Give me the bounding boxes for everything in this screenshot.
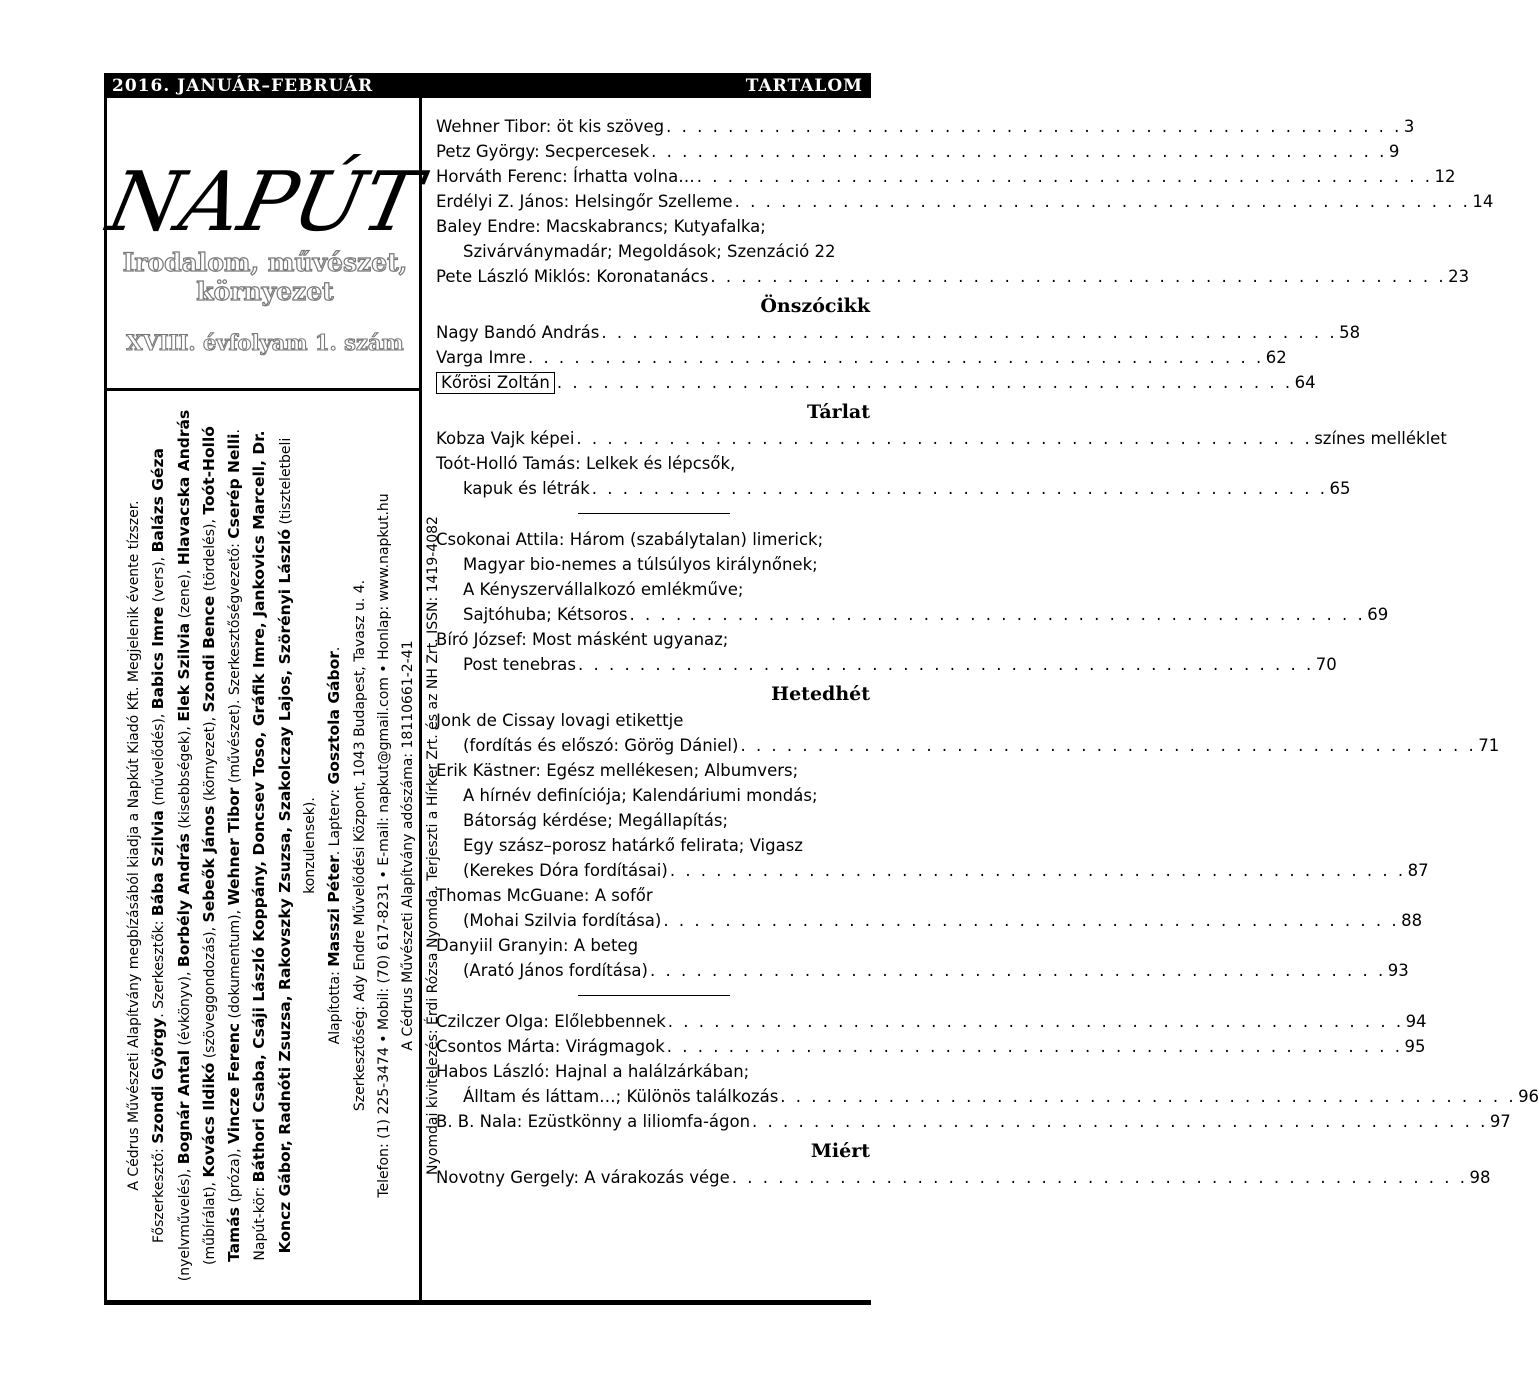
toc-page-number: 64 [1294,373,1316,392]
colophon-contact: Telefon: (1) 225-3474 • Mobil: (70) 617-8231 • E-mail: napkut@gmail.com • Honlap: www.napkut.hu [375,493,392,1198]
editor-name: Bába Szilvia [149,810,168,917]
toc-entry-title: (Arató János fordítása) [463,961,648,980]
toc-entry[interactable] [436,627,872,652]
toc-leader-dots [710,264,1446,289]
toc-entry[interactable] [436,602,1389,627]
toc-page-number: 69 [1367,605,1389,624]
toc-section-heading: Önszócikk [760,295,870,317]
editor-role: (művelődés), [151,709,168,811]
toc-entry-title: Toót-Holló Tamás: Lelkek és lépcsők, [436,454,736,473]
toc-page-number: 70 [1315,655,1337,674]
colophon-office: Szerkesztőség: Ady Endre Művelődési Központ, 1043 Budapest, Tavasz u. 4. [351,579,368,1112]
toc-page-number: 14 [1472,192,1494,211]
toc-entry-title: Horváth Ferenc: Írhatta volna… [436,167,695,186]
toc-entry-title: (Mohai Szilvia fordítása) [463,911,662,930]
toc-divider [578,513,730,514]
toc-entry-title: Kobza Vajk képei [436,429,575,448]
designer-label: . Lapterv: [327,784,344,856]
toc-entry[interactable] [436,833,872,858]
toc-entry-title: Habos László: Hajnal a halálzárkában; [436,1062,750,1081]
toc-entry[interactable] [436,139,1400,164]
toc-entry[interactable] [436,858,1429,883]
toc-entry-title: Thomas McGuane: A sofőr [436,886,653,905]
editor-name: Hlavacska András [174,409,193,566]
toc-page-number: 3 [1403,117,1415,136]
toc-page-number: 58 [1339,323,1361,342]
toc-page-number: 9 [1388,142,1400,161]
editor-name: Babics Imre [149,606,168,710]
toc-page-number: 23 [1448,267,1470,286]
toc-leader-dots [735,189,1471,214]
volume-issue: XVIII. évfolyam 1. szám [126,330,404,355]
toc-entry[interactable] [436,264,1470,289]
toc-entry-title: Erdélyi Z. János: Helsingőr Szelleme [436,192,733,211]
colophon [122,403,441,1288]
toc-leader-dots [651,139,1387,164]
toc-entry-title: Wehner Tibor: öt kis szöveg [436,117,665,136]
toc-entry-title: Szivárványmadár; Megoldások; Szenzáció 22 [463,242,836,261]
napút-logo [100,138,429,250]
editor-role: . [227,429,244,434]
toc-leader-dots [740,733,1476,758]
editor-role: . [151,1008,168,1018]
toc-leader-dots [666,114,1402,139]
toc-section-heading: Hetedhét [771,683,870,705]
toc-entry-title: A Kényszervállalkozó emlékműve; [463,580,744,599]
toc-entry-title: Varga Imre [436,348,526,367]
toc-leader-dots [557,370,1293,395]
toc-entry[interactable] [436,527,872,552]
editor-name: Szondi György [149,1017,168,1144]
toc-entry[interactable] [436,958,1409,983]
subtitle-line-2: környezet [196,277,334,306]
toc-entry-title: Erik Kästner: Egész mellékesen; Albumvers; [436,761,799,780]
toc-entry[interactable] [436,1009,1427,1034]
toc-leader-dots [629,602,1365,627]
toc-entry-title: kapuk és létrák [463,479,590,498]
toc-page-number: 98 [1469,1168,1491,1187]
toc-entry[interactable] [436,1084,1539,1109]
editor-role: (környezet), [201,712,218,806]
editor-name: Bognár Antal [174,1049,193,1165]
toc-entry-title: (fordítás és előszó: Görög Dániel) [463,736,739,755]
toc-entry[interactable] [436,1059,872,1084]
toc-entry[interactable] [436,114,1415,139]
toc-page-number: 93 [1387,961,1409,980]
toc-page-number: 12 [1434,167,1456,186]
editor-name: Vincze Ferenc [225,1022,244,1144]
toc-entry-title: A hírnév definíciója; Kalendáriumi mondás; [463,786,818,805]
toc-entry-title: Egy szász–porosz határkő felirata; Vigasz [463,836,803,855]
toc-entry-title: Csontos Márta: Virágmagok [436,1037,665,1056]
toc-section-heading: Miért [810,1140,870,1162]
circle-names: Báthori Csaba, Csáji László Koppány, Doncsev Toso, Gráfik Imre, Jankovics Marcell, Dr. Koncz Gábor, Radnóti Zsuzsa, Rakovszky Zsuzsa, Szakolczay Lajos, Szörényi László [250,430,294,1254]
colophon-founder [322,403,347,1288]
toc-page-number: 97 [1489,1112,1511,1131]
toc-leader-dots [601,320,1337,345]
toc-page-number: 62 [1265,348,1287,367]
toc-entry-title: Jonk de Cissay lovagi etikettje [436,711,684,730]
editor-name: Kovács Ildikó [199,1062,218,1178]
toc-entry-title: Baley Endre: Macskabrancs; Kutyafalka; [436,217,766,236]
toc-page-number: 87 [1407,861,1429,880]
circle-label: Napút-kör: [252,1182,269,1261]
editor-name: Borbély András [174,833,193,968]
toc-entry[interactable] [436,320,1361,345]
editor-role: (művészet). [227,695,244,788]
circle-note: (tiszteletbeli konzulensek). [277,437,319,894]
colophon-publisher: A Cédrus Művészeti Alapítvány megbízásából kiadja a Napkút Kiadó Kft. Megjelenik évente tízszer. [126,500,142,1191]
editor-name: Szondi Bence [199,595,218,713]
designer-name: Gosztola Gábor [325,651,344,785]
toc-entry[interactable] [436,908,1423,933]
masthead-divider [107,388,419,391]
editor-name: Sebeők János [199,805,218,923]
toc-leader-dots [650,958,1386,983]
toc-entry[interactable] [436,708,872,733]
toc-entry[interactable] [436,652,1337,677]
editor-label: Szerkesztőségvezető: [227,538,244,696]
editor-name: Wehner Tibor [225,787,244,906]
editor-role: (zene), [176,565,193,623]
editor-role: (vers), [151,552,168,607]
colophon-print: Nyomdai kivitelezés: Érdi Rózsa Nyomda. Terjeszti a Hírker Zrt. és az NH Zrt. ISSN: 1419-4082 [424,516,441,1175]
toc-entry[interactable] [436,552,872,577]
svg-text:NAPÚT: NAPÚT [100,153,429,250]
founder-name: Masszi Péter [325,855,344,967]
toc-entry[interactable] [436,164,1456,189]
toc-entry-title: Pete László Miklós: Koronatanács [436,267,709,286]
toc-leader-dots [576,426,1312,451]
toc-entry-title: Álltam és láttam…; Különös találkozás [463,1087,779,1106]
toc-entry-title: Petz György: Secpercesek [436,142,650,161]
editor-role: (évkönyv), [176,967,193,1050]
editor-label: Főszerkesztő: [151,1143,168,1244]
toc-entry[interactable] [436,577,872,602]
toc-page-number: 96 [1518,1087,1539,1106]
toc-entry-title: Bátorság kérdése; Megállapítás; [463,811,729,830]
masthead-column [100,98,441,1301]
toc-entry[interactable] [436,426,1447,451]
section-label: TARTALOM [745,76,863,96]
toc-leader-dots [668,1009,1404,1034]
subtitle-line-1: Irodalom, művészet, [122,248,408,277]
issue-date: 2016. JANUÁR–FEBRUÁR [112,76,374,96]
toc-leader-dots [663,908,1399,933]
magazine-subtitle [115,248,415,306]
colophon-text [122,403,445,1288]
toc-leader-dots [752,1109,1488,1134]
toc-entry[interactable] [436,883,872,908]
toc-entry[interactable] [436,345,1287,370]
toc-entry[interactable] [436,758,872,783]
toc-entry[interactable] [436,733,1500,758]
toc-entry-title: Novotny Gergely: A várakozás vége [436,1168,730,1187]
toc-entry-title: Sajtóhuba; Kétsoros [463,605,628,624]
toc-entry[interactable] [436,189,1494,214]
editor-name: Elek Szilvia [174,622,193,722]
toc-entry[interactable] [436,1109,1511,1134]
bottom-rule [104,1300,871,1305]
toc-page-number: 94 [1405,1012,1427,1031]
header-bar [104,73,871,98]
toc-entry-title: Danyiil Granyin: A beteg [436,936,639,955]
editor-name: Balázs Géza [149,448,168,553]
toc-entry-title: (Kerekes Dóra fordításai) [463,861,668,880]
toc-entry-title: Kőrösi Zoltán [436,372,555,394]
editor-role: (műbírálat), [201,1177,218,1265]
toc-entry[interactable] [436,783,872,808]
toc-entry-title: Csokonai Attila: Három (szabálytalan) limerick; [436,530,824,549]
toc-entry-title: B. B. Nala: Ezüstkönny a liliomfa-ágon [436,1112,751,1131]
colophon-circle [247,403,322,1288]
toc-page-number: 71 [1478,736,1500,755]
table-of-contents [436,114,1539,1190]
toc-leader-dots [697,164,1433,189]
toc-entry-title: Post tenebras [463,655,576,674]
toc-page-number: színes melléklet [1314,429,1447,448]
toc-entry[interactable] [436,451,872,476]
toc-leader-dots [732,1165,1468,1190]
toc-leader-dots [667,1034,1403,1059]
toc-entry-title: Nagy Bandó András [436,323,600,342]
toc-leader-dots [528,345,1264,370]
founder-label: Alapította: [327,966,344,1045]
toc-divider [578,995,730,996]
toc-entry[interactable] [436,239,872,264]
colophon-editors [146,403,247,1288]
toc-page-number: 95 [1404,1037,1426,1056]
toc-section-heading: Tárlat [807,401,870,423]
colophon-tax: A Cédrus Művészeti Alapítvány adószáma: 18110661-2-41 [400,640,417,1051]
toc-entry[interactable] [436,1034,1426,1059]
editor-role: (próza), [227,1143,244,1208]
editor-name: Toót-Holló Tamás [199,426,244,1262]
toc-entry[interactable] [436,370,1316,395]
toc-entry[interactable] [436,476,1351,501]
toc-entry[interactable] [436,1165,1491,1190]
toc-entry[interactable] [436,933,872,958]
toc-entry-title: Czilczer Olga: Előlebbennek [436,1012,666,1031]
toc-entry[interactable] [436,808,872,833]
editor-role: (tördelés), [201,514,218,596]
editor-role: (dokumentum), [227,905,244,1023]
toc-page-number: 88 [1401,911,1423,930]
toc-leader-dots [780,1084,1516,1109]
editor-role: (kisebbségek), [176,721,193,834]
editor-label: Szerkesztők: [151,916,168,1009]
editor-role: (nyelvművelés), [176,1164,193,1282]
editor-name: Cserép Nelli [225,433,244,539]
toc-leader-dots [670,858,1406,883]
editor-role: (szöveggondozás), [201,922,218,1063]
toc-leader-dots [592,476,1328,501]
toc-entry-title: Bíró József: Most másként ugyanaz; [436,630,729,649]
toc-page-number: 65 [1329,479,1351,498]
toc-entry-title: Magyar bio-nemes a túlsúlyos királynőnek; [463,555,818,574]
designer-end: . [327,646,344,652]
toc-leader-dots [578,652,1314,677]
toc-entry[interactable] [436,214,872,239]
